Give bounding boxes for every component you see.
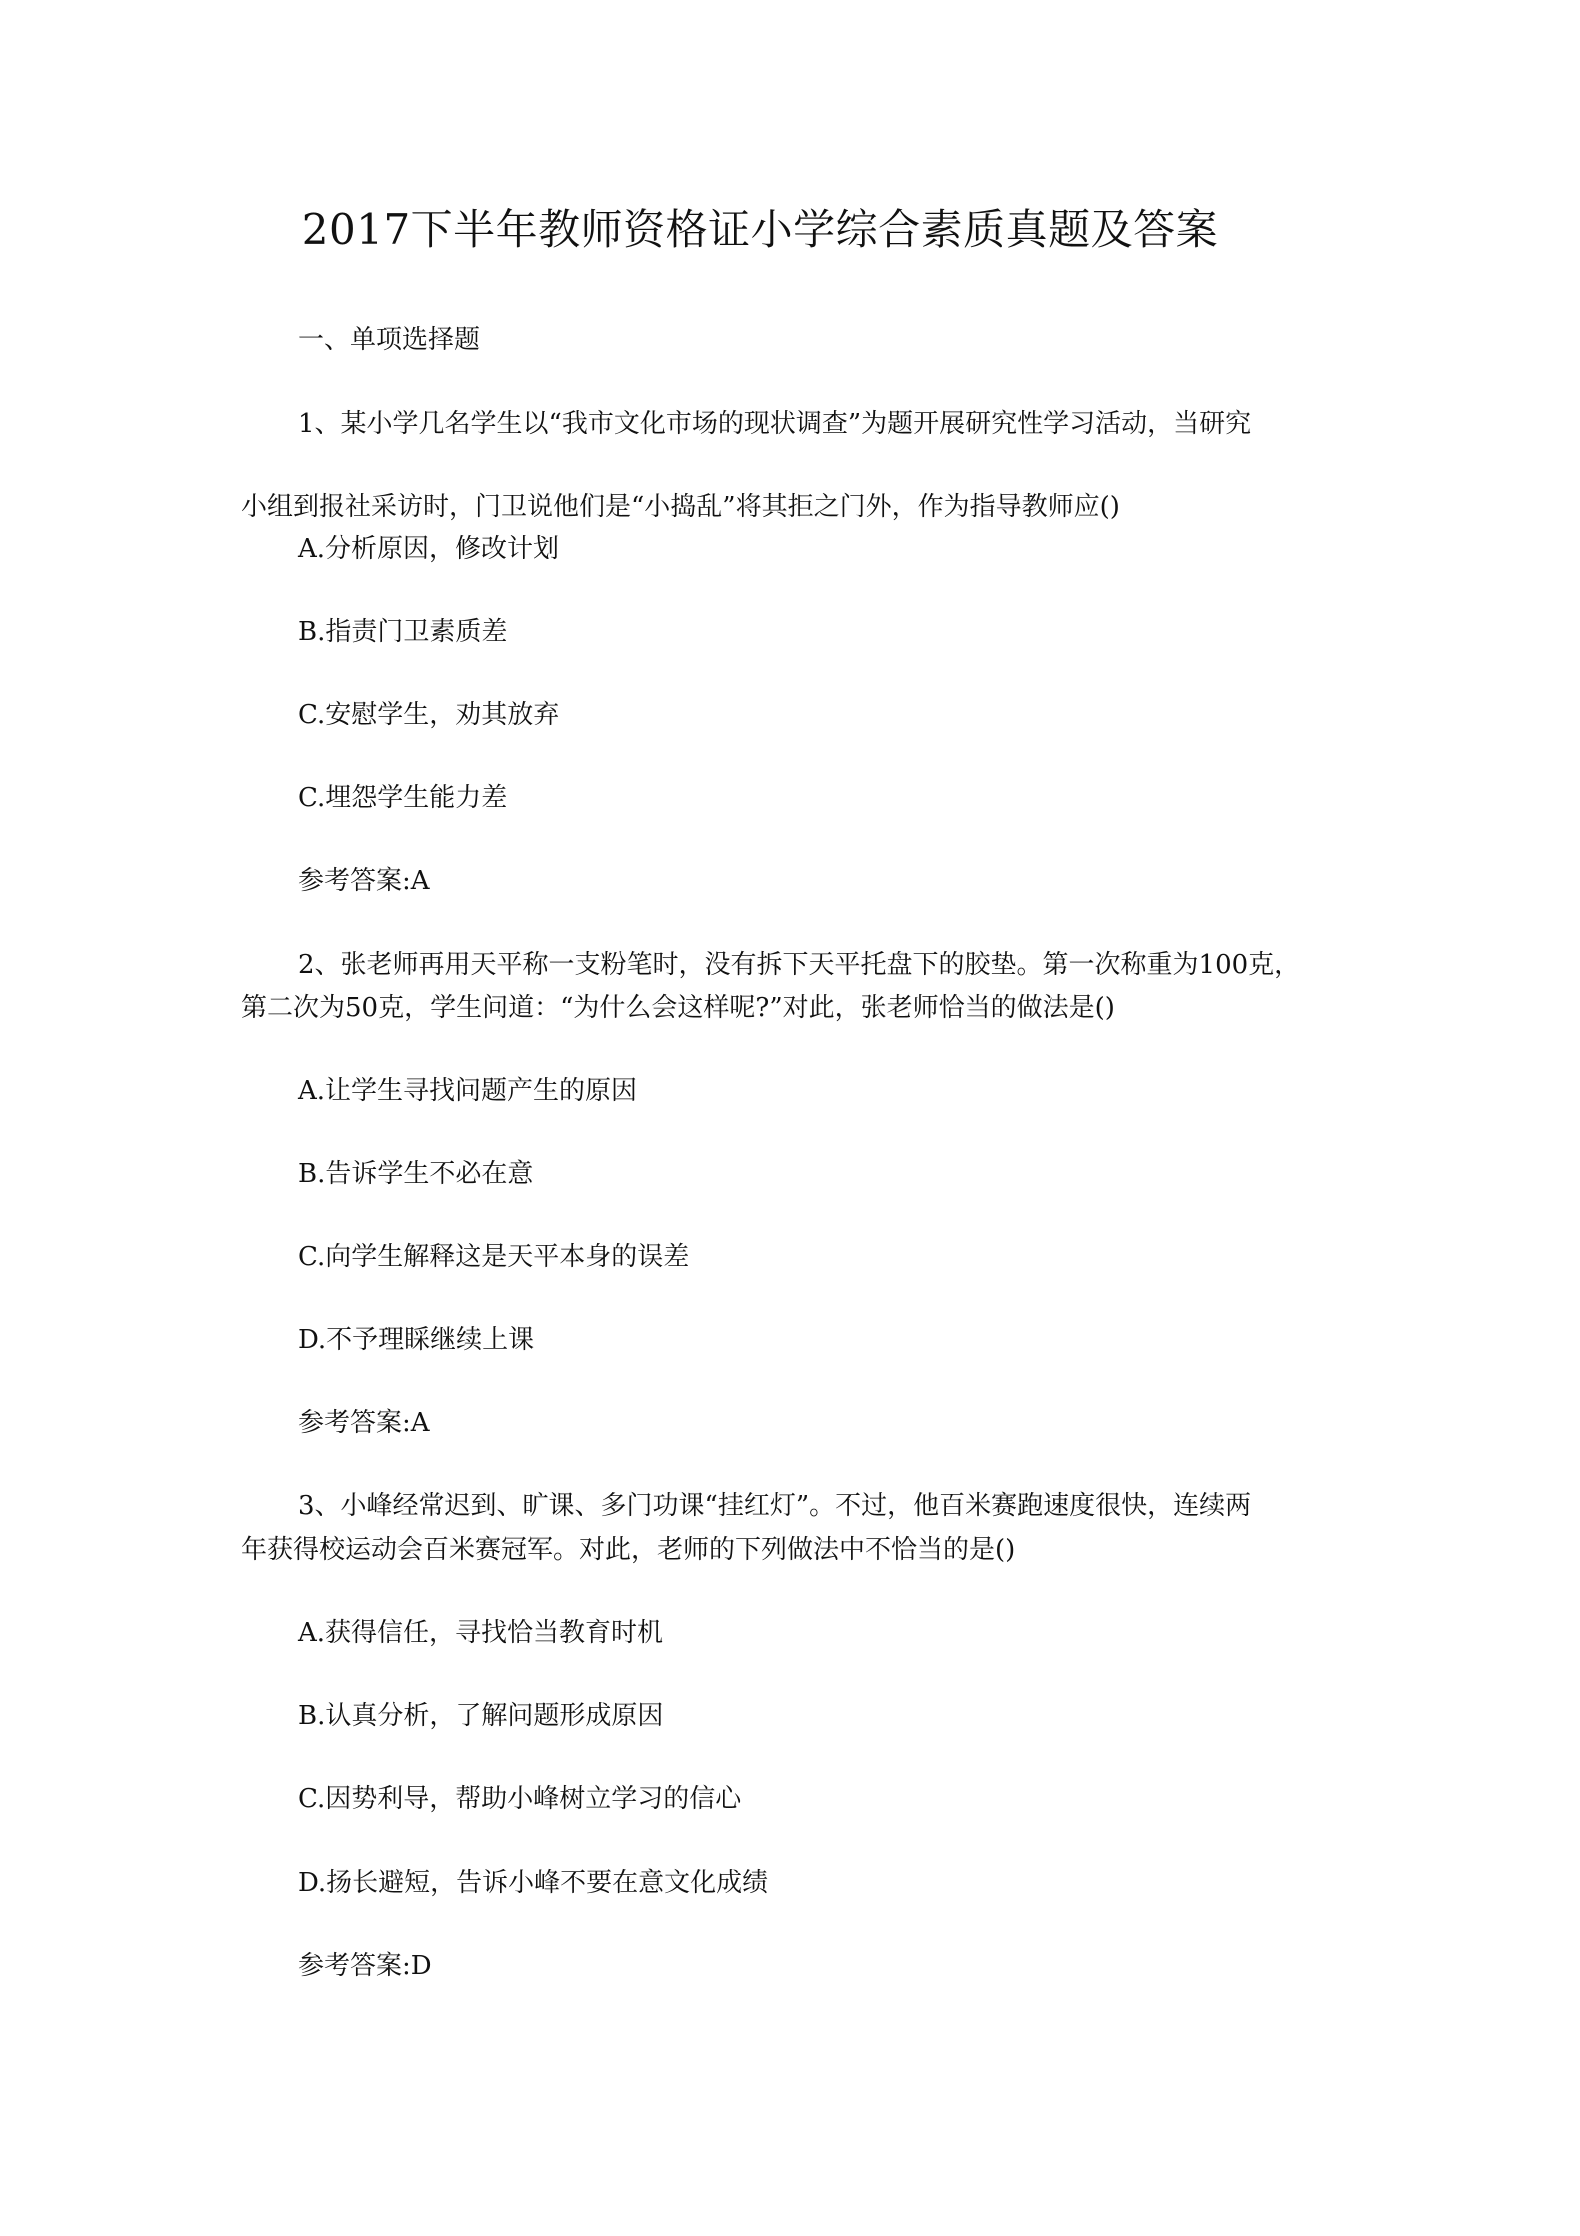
document-title: 2017下半年教师资格证小学综合素质真题及答案	[301, 205, 1219, 254]
question-1-stem-line-1: 1、某小学几名学生以“我市文化市场的现状调查”为题开展研究性学习活动，当研究	[298, 409, 1252, 439]
question-1-option-a: A.分析原因，修改计划	[298, 534, 560, 564]
question-1-stem-line-2: 小组到报社采访时，门卫说他们是“小捣乱”将其拒之门外，作为指导教师应()	[241, 492, 1120, 522]
question-1-option-d: C.埋怨学生能力差	[298, 783, 508, 813]
question-2-option-d: D.不予理睬继续上课	[298, 1325, 535, 1355]
question-1-option-b: B.指责门卫素质差	[298, 617, 508, 647]
question-2-option-c: C.向学生解释这是天平本身的误差	[298, 1242, 690, 1272]
question-3-option-b: B.认真分析，了解问题形成原因	[298, 1701, 664, 1731]
question-2-option-b: B.告诉学生不必在意	[298, 1159, 534, 1189]
section-heading: 一、单项选择题	[298, 325, 481, 355]
question-3-option-c: C.因势利导，帮助小峰树立学习的信心	[298, 1784, 742, 1814]
question-1-option-c: C.安慰学生，劝其放弃	[298, 700, 560, 730]
question-2-stem-line-2: 第二次为50克，学生问道：“为什么会这样呢?”对此，张老师恰当的做法是()	[241, 993, 1115, 1023]
question-1-answer: 参考答案:A	[298, 866, 430, 896]
question-3-option-d: D.扬长避短，告诉小峰不要在意文化成绩	[298, 1868, 769, 1898]
question-2-stem-line-1: 2、张老师再用天平称一支粉笔时，没有拆下天平托盘下的胶垫。第一次称重为100克，	[298, 950, 1301, 980]
question-3-answer: 参考答案:D	[298, 1951, 432, 1981]
question-2-option-a: A.让学生寻找问题产生的原因	[298, 1076, 638, 1106]
question-3-stem-line-2: 年获得校运动会百米赛冠军。对此，老师的下列做法中不恰当的是()	[241, 1535, 1016, 1565]
question-3-stem-line-1: 3、小峰经常迟到、旷课、多门功课“挂红灯”。不过，他百米赛跑速度很快，连续两	[298, 1491, 1252, 1521]
question-2-answer: 参考答案:A	[298, 1408, 430, 1438]
question-3-option-a: A.获得信任，寻找恰当教育时机	[298, 1618, 664, 1648]
